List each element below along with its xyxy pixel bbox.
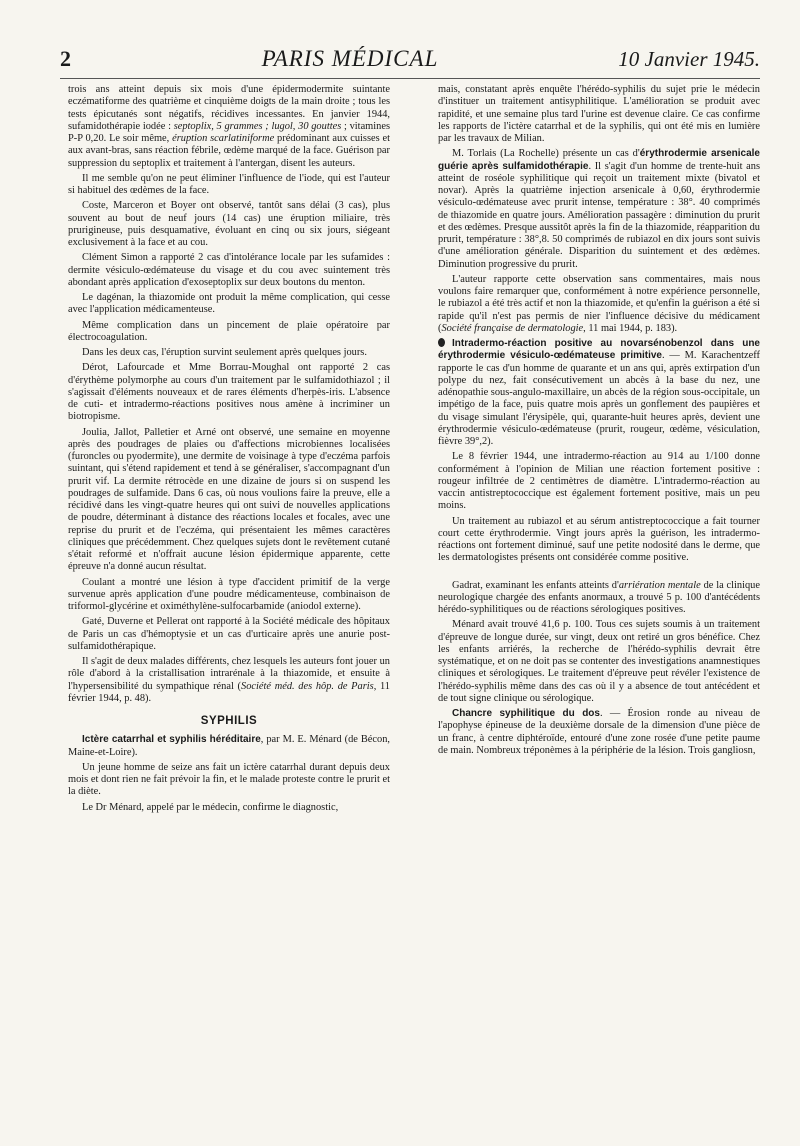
text-columns (68, 84, 760, 1116)
paragraph: Gadrat, examinant les enfants atteints d'arriération mentale de la clinique neurologique chargée des enfants anormaux, a trouvé 5 p. 100 d'antécédents hérédo-syphilitiques ou de réactions sérologiques positives. (438, 579, 760, 615)
paragraph: Gaté, Duverne et Pellerat ont rapporté à la Société médicale des hôpitaux de Paris un cas d'hémoptysie et un cas d'urticaire après une anurie post-sulfamidothérapique. (68, 616, 390, 652)
paragraph: Chancre syphilitique du dos. — Érosion ronde au niveau de l'apophyse épineuse de la deuxième dorsale de la dimension d'une pièce de un franc, à centre diphtéroïde, entouré d'une zone rosée d'une petite paume de main. Nombreux tréponèmes à la périphérie de la lésion. Trois gangliosn, (438, 708, 760, 756)
paragraph: Il me semble qu'on ne peut éliminer l'influence de l'iode, qui est l'auteur si habituel des œdèmes de la face. (68, 172, 390, 196)
article-title: érythrodermie arsenicale guérie après sulfamidothérapie (438, 148, 760, 172)
page-number: 2 (60, 46, 71, 71)
paragraph: Il s'agit de deux malades différents, chez lesquels les auteurs font jouer un rôle d'abord à la cristallisation intrarénale à la thiazomide, et ensuite à l'hypersensibilité du sympathique rénal (Société méd. des hôp. de Paris, 11 février 1944, p. 48). (68, 656, 390, 704)
article-title: Intradermo-réaction positive au novarsénobenzol dans une érythrodermie vésiculo-œdémateuse primitive (438, 338, 760, 362)
paragraph: Coste, Marceron et Boyer ont observé, tantôt sans délai (3 cas), plus souvent au bout de neuf jours (14 cas) une éruption miliaire, très prurigineuse, puis desquamative, évoluant en cinq ou six jours, siégeant exclusivement à la face et au cou. (68, 200, 390, 248)
paragraph: Ictère catarrhal et syphilis héréditaire, par M. E. Ménard (de Bécon, Maine-et-Loire). (68, 734, 390, 758)
paragraph: M. Torlais (La Rochelle) présente un cas d'érythrodermie arsenicale guérie après sulfamidothérapie. Il s'agit d'un homme de trente-huit ans atteint de roséole syphilitique qui reçoit un traitement mixte (bivatol et novar). Après la quatrième injection arsenicale à 0,60, érythrodermie vésiculo-œdémateuse avec prurit intense, température : 38°. 40 comprimés de thiazomide en quatre jours. Amélioration passagère : diminution du prurit et des œdèmes. Presque aussitôt après la fin de la thiazomide, réapparition du prurit, température : 38°,8. 50 comprimés de rubiazol en dix jours sont suivis d'une amélioration générale. Disparition du suintement et des œdèmes. Diminution progressive du prurit. (438, 148, 760, 270)
paragraph: Le 8 février 1944, une intradermo-réaction au 914 au 1/100 donne conformément à l'opinion de Milian une réaction fortement positive : rougeur infiltrée de 2 centimètres de diamètre. L'intradermo-réaction au vaccin antistreptococcique est également fortement positive, mais un peu moins. (438, 451, 760, 512)
paragraph: mais, constatant après enquête l'hérédo-syphilis du sujet prie le médecin d'instituer un traitement antisyphilitique. L'amélioration se produit avec rapidité, et une semaine plus tard l'urine est devenue claire. Ce cas confirme les rapports de l'ictère catarrhal et de la syphilis, qui ont été mis en lumière par les travaux de Milian. (438, 84, 760, 144)
left-column (68, 84, 390, 1116)
journal-title: PARIS MÉDICAL (261, 46, 439, 71)
article-title: Ictère catarrhal et syphilis héréditaire (82, 734, 261, 746)
paragraph: Clément Simon a rapporté 2 cas d'intolérance locale par les sufamides : dermite vésiculo-œdémateuse du visage et du cou avec suintement très abondant après application d'exoseptoplix sur deux boutons du menton. (68, 252, 390, 288)
paragraph: Le Dr Ménard, appelé par le médecin, confirme le diagnostic, (82, 801, 339, 813)
paragraph: Ménard avait trouvé 41,6 p. 100. Tous ces sujets soumis à un traitement d'épreuve de longue durée, sur vingt, deux ont retiré un gros bénéfice. Chez les enfants arriérés, la recherche de l'hérédo-syphilis devrait être systématique, et on ne doit pas se contenter des investigations anamnestiques cliniques et sérologiques. Le traitement d'épreuve peut révéler l'existence de l'hérédo-syphilis même dans des cas où il y a absence de tout antécédent et de tout signe clinique ou sérologique. (438, 619, 760, 704)
paragraph: Un jeune homme de seize ans fait un ictère catarrhal durant depuis deux mois et dont rien ne fait prévoir la fin, et le malade proteste contre le prurit et la diète. (68, 761, 390, 798)
paragraph: trois ans atteint depuis six mois d'une épidermodermite suintante eczématiforme des quatrième et cinquième doigts de la main droite ; tous les tests épicutanés sont négatifs, récidives incessantes. En janvier 1944, sufamidothérapie iodée : septoplix, 5 grammes ; lugol, 30 gouttes ; vitamines P-P 0,20. Le soir même, éruption scarlatiniforme prédominant aux cuisses et aux avant-bras, sans réaction fébrile, œdème marqué de la face. Guérison par suppression du septoplix et traitement à l'antergan, disent les auteurs. (68, 84, 390, 169)
paragraph: Le dagénan, la thiazomide ont produit la même complication, qui cesse avec l'application médicamenteuse. (68, 292, 390, 316)
paragraph: Joulia, Jallot, Palletier et Arné ont observé, une semaine en moyenne après des poudrages de plaies ou d'affections microbiennes localisées (furoncles ou pyodermite), une dermite de voisinage à type d'eczéma parfois suintant, qui s'étend rapidement et tend à se généraliser, s'accompagnant d'un prurit vif. La dermite rétrocède en une dizaine de jours si on suspend les poudrages de sulfamide. Dans 6 cas, où nous voulions faire la preuve, elle a récidivé dans les vingt-quatre heures qui ont suivi de nouvelles applications de poudre, déterminant à distance des réactions locales et focales, avec une reprise du prurit et de l'eczéma, qui présentaient les mêmes caractères cliniques que précédemment. Chez quelques sujets dont le revêtement cutané s'était reformé et n'offrait aucune lésion épidermique apparente, cette épreuve n'a donné aucun résultat. (68, 426, 390, 573)
section-heading: SYPHILIS (200, 715, 258, 727)
paragraph: L'auteur rapporte cette observation sans commentaires, mais nous voulons faire remarquer que, conformément à notre expérience personnelle, le rubiazol a été très actif et non la thiazomide, et qu'enfin la guérison a été si rapide qu'il n'est pas permis de nier l'influence décisive du médicament (Société française de dermatologie, 11 mai 1944, p. 183). (438, 273, 760, 334)
paragraph: Coulant a montré une lésion à type d'accident primitif de la verge survenue après application d'une poudre médicamenteuse, combinaison de triformol-glycérine et oximéthylène-sulfocarbamide (aniodol externe). (68, 576, 390, 612)
paragraph: Dérot, Lafourcade et Mme Borrau-Moughal ont rapporté 2 cas d'érythème polymorphe au cours d'un traitement par le sulfamidothiazol ; il s'agissait d'éléments nouveaux et de rares éléments d'herpès-iris. L'absence de cuti- et intradermo-réactions positives nous amène à incriminer un biotropisme. (68, 362, 390, 423)
right-column (438, 84, 760, 1116)
paragraph: Intradermo-réaction positive au novarsénobenzol dans une érythrodermie vésiculo-œdémateuse primitive. — M. Karachentzeff rapporte le cas d'un homme de quarante et un ans qui, après extirpation d'un polype du nez, fait consécutivement un abcès à la base du nez, une adénopathie sous-angulo-maxillaire, un abcès de la région sous-occipitale, un impétigo de la face, puis quatre mois après un gonflement des paupières et du visage simulant l'érysipèle, qui, quarante-huit heures après, devient une érythrodermie vésiculo-œdémateuse (prurit, rougeur, œdème, vésiculation, fièvre 39°,2). (438, 338, 760, 447)
paragraph: Dans les deux cas, l'éruption survint seulement après quelques jours. (82, 347, 367, 358)
issue-date: 10 Janvier 1945. (618, 47, 760, 71)
paragraph: Un traitement au rubiazol et au sérum antistreptococcique a fait tourner court cette érythrodermie. Vingt jours après la guérison, les intradermo-réactions ont fortement diminué, sauf une petite nodosité dans le derme, que les dermatologistes présents ont considérée comme positive. (438, 515, 760, 564)
article-title: Chancre syphilitique du dos (452, 708, 600, 719)
paragraph: Même complication dans un pincement de plaie opératoire par électrocoagulation. (68, 319, 390, 343)
running-header (60, 46, 760, 79)
bullet-mark (438, 338, 445, 347)
